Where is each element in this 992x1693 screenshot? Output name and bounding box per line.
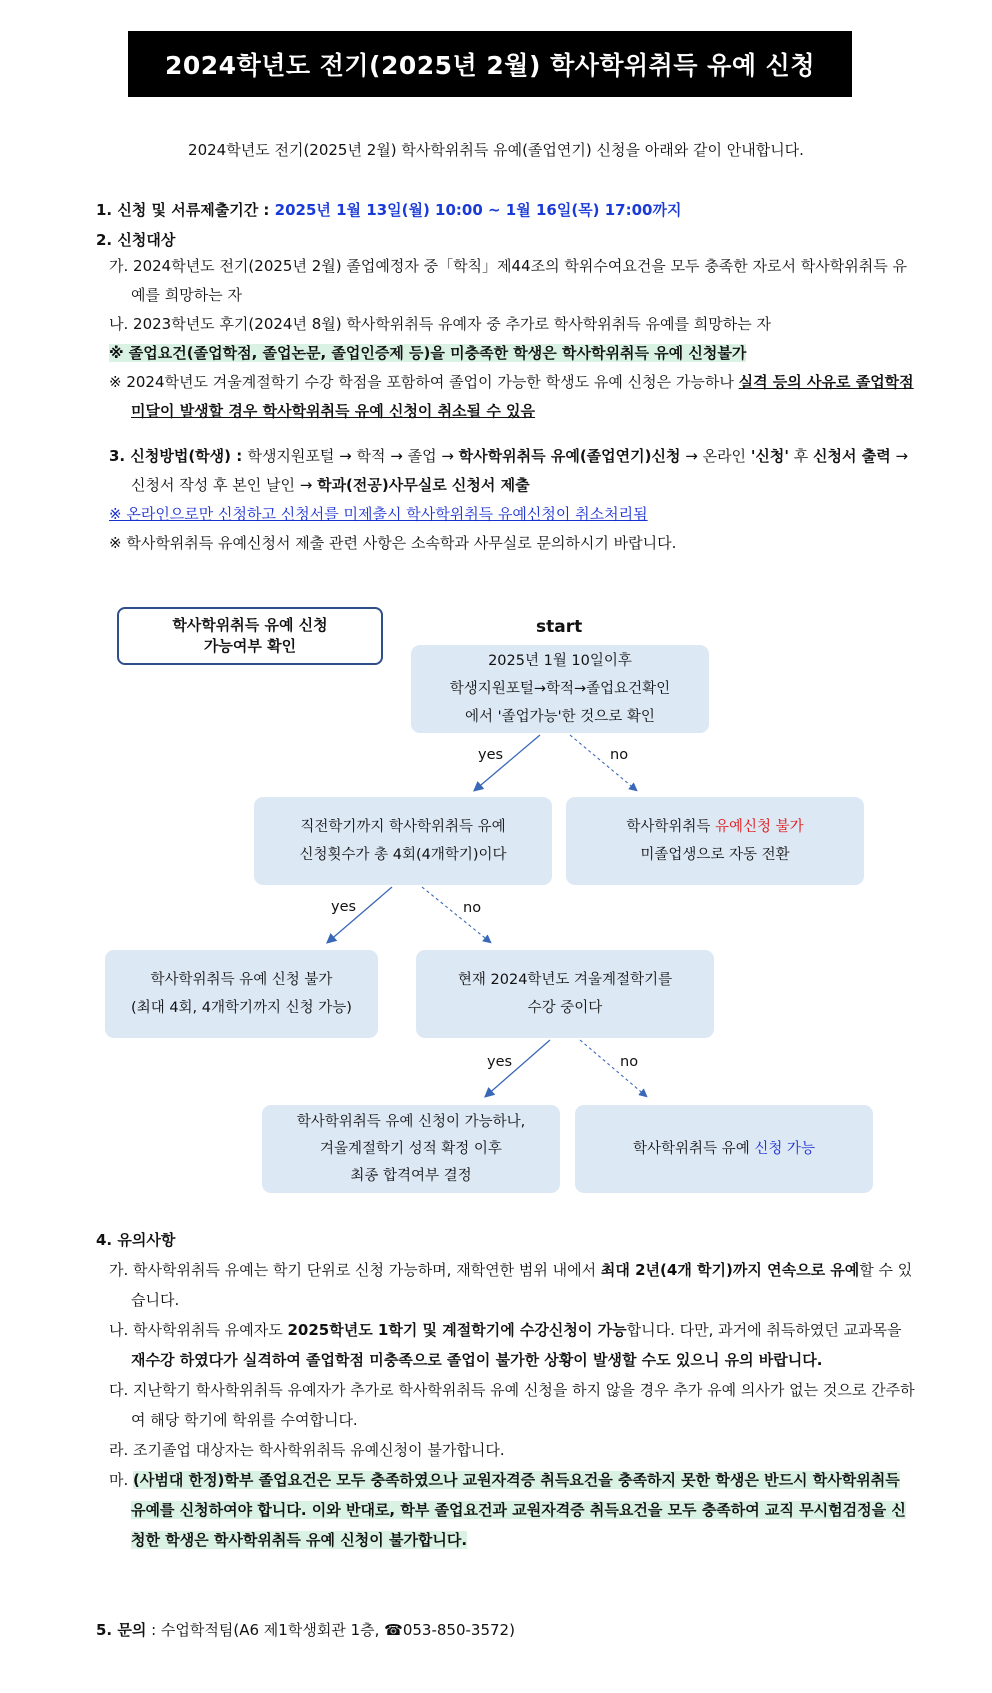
section-5 (96, 1620, 916, 1640)
s3-p4: '신청' (750, 447, 789, 465)
s2-label: 2. 신청대상 (96, 231, 176, 249)
b7-blue: 신청 가능 (754, 1141, 815, 1157)
b1-l2: 학생지원포털→학적→졸업요건확인 (449, 681, 671, 697)
s3-note-1-text: ※ 온라인으로만 신청하고 신청서를 미제출시 학사학위취득 유예신청이 취소처리됨 (109, 505, 648, 523)
check-box-line1: 학사학위취득 유예 신청 (172, 616, 328, 634)
s4-na-1: 나. 학사학위취득 유예자도 (109, 1321, 288, 1339)
label-yes-3: yes (487, 1054, 513, 1070)
s3-p7: → 신청서 작성 후 본인 날인 → (131, 447, 909, 494)
s2-note-2a: ※ 2024학년도 겨울계절학기 수강 학점을 포함하여 졸업이 가능한 학생도 유예 신청은 가능하나 (109, 373, 739, 391)
s3-p1: 학생지원포털 → 학적 → 졸업 → (247, 447, 459, 465)
b3-pre: 학사학위취득 (626, 819, 715, 835)
intro-text: 2024학년도 전기(2025년 2월) 학사학위취득 유예(졸업연기) 신청을 아래와 같이 안내합니다. (188, 141, 804, 159)
s4-item-ga (96, 1255, 916, 1315)
b6-l2: 겨울계절학기 성적 확정 이후 (320, 1140, 502, 1157)
s4-item-da: 다. 지난학기 학사학위취득 유예자가 추가로 학사학위취득 유예 신청을 하지 않을 경우 추가 유예 의사가 없는 것으로 간주하여 해당 학기에 학위를 수여합니다. (109, 1381, 915, 1429)
b7-pre: 학사학위취득 유예 (633, 1141, 755, 1157)
s3-p2: 학사학위취득 유예(졸업연기)신청 (458, 447, 681, 465)
s4-na-4: 재수강 하였다가 실격하여 졸업학점 미충족으로 졸업이 불가한 상황이 발생할 수도 있으니 유의 바랍니다. (131, 1351, 823, 1369)
label-no-1: no (610, 747, 629, 763)
b3-red: 유예신청 불가 (715, 819, 804, 835)
s4-ma-1: 마. (109, 1471, 134, 1489)
s4-item-ra: 라. 조기졸업 대상자는 학사학위취득 유예신청이 불가합니다. (109, 1441, 505, 1459)
s3-p8: 학과(전공)사무실로 신청서 제출 (317, 476, 530, 494)
s1-period: 2025년 1월 13일(월) 10:00 ~ 1월 16일(목) 17:00까지 (274, 201, 682, 219)
s2-item-b: 나. 2023학년도 후기(2024년 8월) 학사학위취득 유예자 중 추가로 학사학위취득 유예를 희망하는 자 (109, 315, 771, 333)
b6-l3: 최종 합격여부 결정 (350, 1167, 472, 1184)
s2-note-2b: 실격 등의 사유로 졸업학점 미달이 발생할 경우 학사학위취득 유예 신청이 취소될 수 있음 (131, 373, 914, 420)
label-no-3: no (620, 1054, 639, 1070)
b6-l1: 학사학위취득 유예 신청이 가능하나, (296, 1113, 526, 1130)
b2-l1: 직전학기까지 학사학위취득 유예 (300, 819, 506, 835)
s4-ma-2: (사범대 한정)학부 졸업요건은 모두 충족하였으나 교원자격증 취득요건을 충족하지 못한 학생은 반드시 학사학위취득 유예를 신청하여야 합니다. 이와 반대로, 학부 졸업요건과 교원자격증 취득요건을 모두 충족하여 교직 무시험검정을 신청한 학생은 학사학위취득 유예 신청이 불가합니다. (131, 1471, 906, 1549)
s4-ga-2: 최대 2년(4개 학기)까지 연속으로 유예 (600, 1261, 860, 1279)
label-yes-2: yes (331, 899, 357, 915)
s4-ga-3: 할 수 있습니다. (131, 1261, 913, 1309)
b5-l1: 현재 2024학년도 겨울계절학기를 (457, 972, 673, 988)
b3-l2: 미졸업생으로 자동 전환 (640, 847, 790, 863)
b1-l1: 2025년 1월 10일이후 (488, 653, 632, 669)
label-yes-1: yes (478, 747, 504, 763)
section-4 (96, 1225, 916, 1555)
s3-p3: → 온라인 (680, 447, 751, 465)
s4-na-3: 합니다. 다만, 과거에 취득하였던 교과목을 (626, 1321, 902, 1339)
s3-note-2: ※ 학사학위취득 유예신청서 제출 관련 사항은 소속학과 사무실로 문의하시기 바랍니다. (109, 534, 677, 552)
s3-p6: 신청서 출력 (813, 447, 891, 465)
s4-item-ma (96, 1465, 916, 1555)
b4-l2: (최대 4회, 4개학기까지 신청 가능) (131, 1000, 352, 1016)
check-box-line2: 가능여부 확인 (203, 637, 297, 655)
s4-na-2: 2025학년도 1학기 및 계절학기에 수강신청이 가능 (287, 1321, 627, 1339)
s1-label: 1. 신청 및 서류제출기간 : (96, 201, 275, 219)
s4-label: 4. 유의사항 (96, 1231, 176, 1249)
s2-item-a: 가. 2024학년도 전기(2025년 2월) 졸업예정자 중「학칙」제44조의 학위수여요건을 모두 충족한 자로서 학사학위취득 유예를 희망하는 자 (109, 257, 907, 304)
b5-l2: 수강 중이다 (527, 1000, 603, 1016)
page-title: 2024학년도 전기(2025년 2월) 학사학위취득 유예 신청 (165, 51, 815, 80)
s5-label: 5. 문의 (96, 1621, 147, 1639)
b4-l1: 학사학위취득 유예 신청 불가 (150, 972, 333, 988)
b1-l3: 에서 '졸업가능'한 것으로 확인 (465, 709, 655, 725)
b2-l2: 신청횟수가 총 4회(4개학기)이다 (299, 847, 507, 863)
s4-ga-1: 가. 학사학위취득 유예는 학기 단위로 신청 가능하며, 재학연한 범위 내에서 (109, 1261, 601, 1279)
s4-item-na (96, 1315, 916, 1375)
s3-p5: 후 (788, 447, 814, 465)
s2-note-1-text: ※ 졸업요건(졸업학점, 졸업논문, 졸업인증제 등)을 미충족한 학생은 학사학위취득 유예 신청불가 (109, 344, 747, 362)
s3-label: 3. 신청방법(학생) : (109, 447, 248, 465)
s5-text: : 수업학적팀(A6 제1학생회관 1층, ☎053-850-3572) (146, 1621, 515, 1639)
start-label: start (536, 617, 583, 637)
label-no-2: no (463, 900, 482, 916)
